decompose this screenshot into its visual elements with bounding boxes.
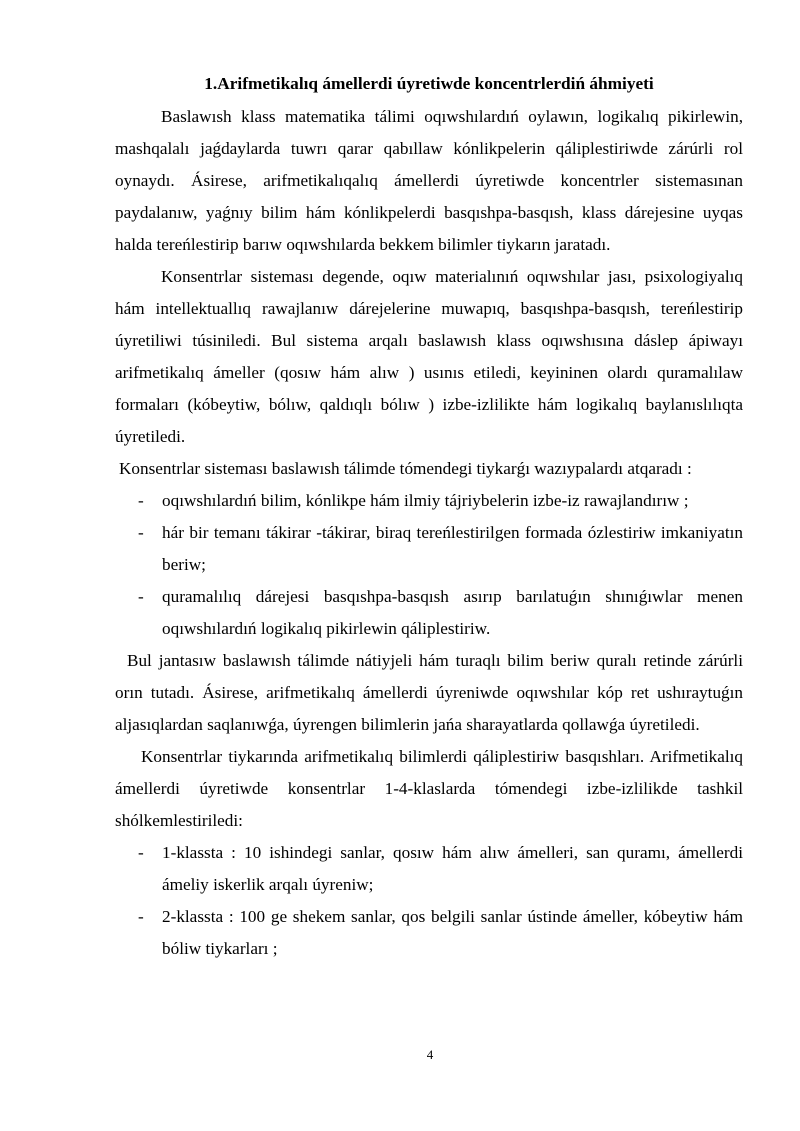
grades-list [115, 837, 743, 965]
paragraph-tasks-intro: Konsentrlar sisteması baslawısh tálimde tómendegi tiykarǵı wazıypalardı atqaradı : [119, 459, 692, 478]
list-item: - 2-klassta : 100 ge shekem sanlar, qos belgili sanlar ústinde ámeller, kóbeytiw hám bóliw tiykarları ; [115, 901, 743, 965]
paragraph-concentric-definition: Konsentrlar sisteması degende, oqıw materialınıń oqıwshılar jası, psixologiyalıq hám intellektuallıq rawajlanıw dárejelerine muwapıq, basqıshpa-basqısh, tereńlestirip úyretiliwi túsiniledi. Bul sistema arqalı baslawısh klass oqıwshısına dáslep ápiwayı arifmetikalıq ámeller (qosıw hám alıw ) usınıs etiledi, keyininen olardı quramalılaw formaları (kóbeytiw, bólıw, qaldıqlı bólıw ) izbe-izlilikte hám logikalıq baylanıslılıqta úyretiledi. [115, 267, 743, 446]
dash-bullet: - [138, 843, 144, 862]
section-title: 1.Arifmetikalıq ámellerdi úyretiwde koncentrlerdiń áhmiyeti [204, 74, 654, 93]
list-item: - oqıwshılardıń bilim, kónlikpe hám ilmiy tájriybelerin izbe-iz rawajlandırıw ; [115, 485, 743, 517]
list-item: - quramalılıq dárejesi basqıshpa-basqısh asırıp barılatuǵın shınıǵıwlar menen oqıwshılardıń logikalıq pikirlewin qáliplestiriw. [115, 581, 743, 645]
dash-bullet: - [138, 491, 144, 510]
paragraph-approach: Bul jantasıw baslawısh tálimde nátiyjeli hám turaqlı bilim beriw quralı retinde zárúrli orın tutadı. Ásirese, arifmetikalıq ámellerdi úyreniwde oqıwshılar kóp ret ushıraytuǵın aljasıqlardan saqlanıwǵa, úyrengen bilimlerin jańa sharayatlarda qollawǵa úyretiledi. [115, 651, 743, 734]
dash-bullet: - [138, 523, 144, 542]
dash-bullet: - [138, 907, 144, 926]
paragraph-intro: Baslawısh klass matematika tálimi oqıwshılardıń oylawın, logikalıq pikirlewin, mashqalalı jaǵdaylarda tuwrı qarar qabıllaw kónlikpelerin qáliplestiriwde zárúrli rol oynaydı. Ásirese, arifmetikalıqalıq ámellerdi úyretiwde koncentrler sistemasınan paydalanıw, yaǵnıy bilim hám kónlikpelerdi basqıshpa-basqısh, klass dárejesine uyqas halda tereńlestirip barıw oqıwshılarda bekkem bilimler tiykarın jaratadı. [115, 107, 743, 254]
list-item: - hár bir temanı tákirar -tákirar, biraq tereńlestirilgen formada ózlestiriw imkaniyatın beriw; [115, 517, 743, 581]
tasks-list [115, 485, 743, 645]
paragraph-stages: Konsentrlar tiykarında arifmetikalıq bilimlerdi qáliplestiriw basqıshları. Arifmetikalıq ámellerdi úyretiwde konsentrlar 1-4-klaslarda tómendegi izbe-izlilikde tashkil shólkemlestiriledi: [115, 747, 743, 830]
dash-bullet: - [138, 587, 144, 606]
list-item: - 1-klassta : 10 ishindegi sanlar, qosıw hám alıw ámelleri, san quramı, ámellerdi ámeliy iskerlik arqalı úyreniw; [115, 837, 743, 901]
page-number: 4 [426, 1047, 434, 1062]
